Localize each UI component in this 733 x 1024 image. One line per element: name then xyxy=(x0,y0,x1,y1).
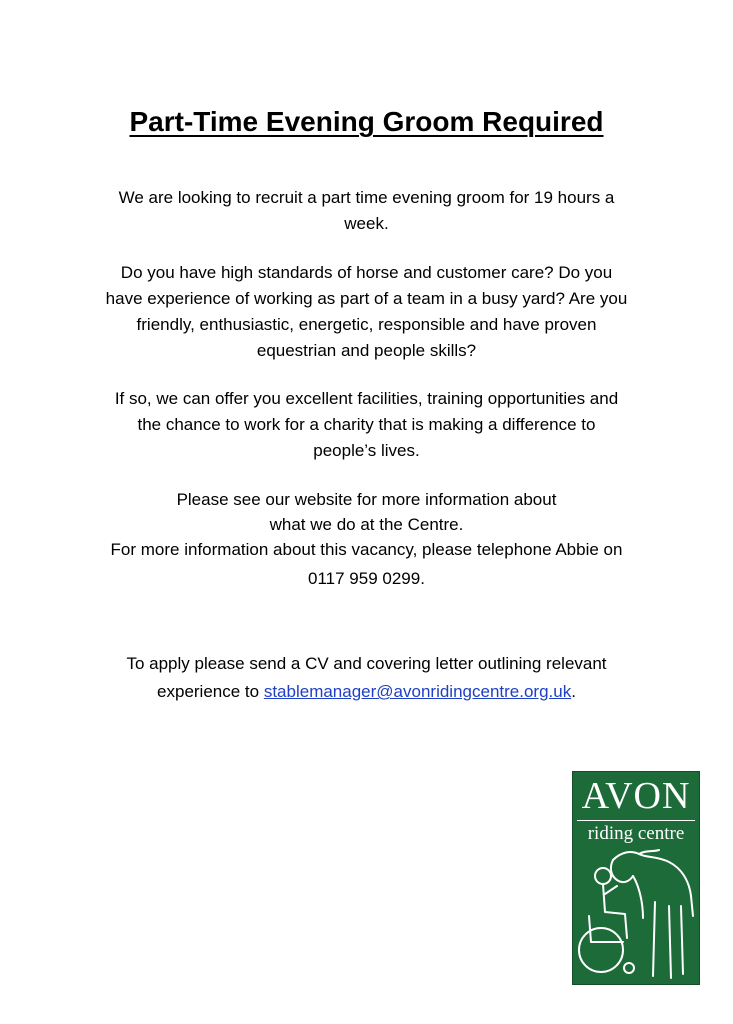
page-title: Part-Time Evening Groom Required xyxy=(129,106,604,137)
horse-and-wheelchair-rider-icon xyxy=(573,846,699,984)
offer-line: If so, we can offer you excellent facilities, training opportunities and xyxy=(114,389,619,408)
apply-suffix: . xyxy=(571,682,576,701)
email-link[interactable]: stablemanager@avonridingcentre.org.uk xyxy=(263,682,572,701)
info-line: Please see our website for more information about xyxy=(176,490,557,509)
offer-paragraph xyxy=(70,386,663,464)
info-line: what we do at the Centre. xyxy=(269,515,464,534)
intro-paragraph xyxy=(70,185,663,237)
questions-line: have experience of working as part of a team in a busy yard? Are you xyxy=(105,289,628,308)
questions-line: friendly, enthusiastic, energetic, responsible and have proven xyxy=(136,315,597,334)
info-line: For more information about this vacancy, please telephone Abbie on xyxy=(110,540,623,559)
questions-paragraph xyxy=(70,260,663,364)
offer-line: people’s lives. xyxy=(313,441,420,460)
logo-subtitle: riding centre xyxy=(587,823,685,844)
apply-line-email xyxy=(70,678,663,706)
apply-line: To apply please send a CV and covering letter outlining relevant xyxy=(126,654,607,673)
phone-number: 0117 959 0299. xyxy=(308,569,425,588)
apply-paragraph xyxy=(70,650,663,706)
logo-divider xyxy=(577,820,695,821)
info-paragraph xyxy=(70,487,663,591)
intro-line: We are looking to recruit a part time evening groom for 19 hours a xyxy=(118,188,615,207)
logo-word: AVON xyxy=(581,775,691,817)
avon-riding-centre-logo xyxy=(572,771,700,985)
intro-line: week. xyxy=(344,214,389,233)
apply-prefix: experience to xyxy=(157,682,264,701)
questions-line: Do you have high standards of horse and customer care? Do you xyxy=(120,263,613,282)
offer-line: the chance to work for a charity that is making a difference to xyxy=(137,415,596,434)
questions-line: equestrian and people skills? xyxy=(256,341,477,360)
